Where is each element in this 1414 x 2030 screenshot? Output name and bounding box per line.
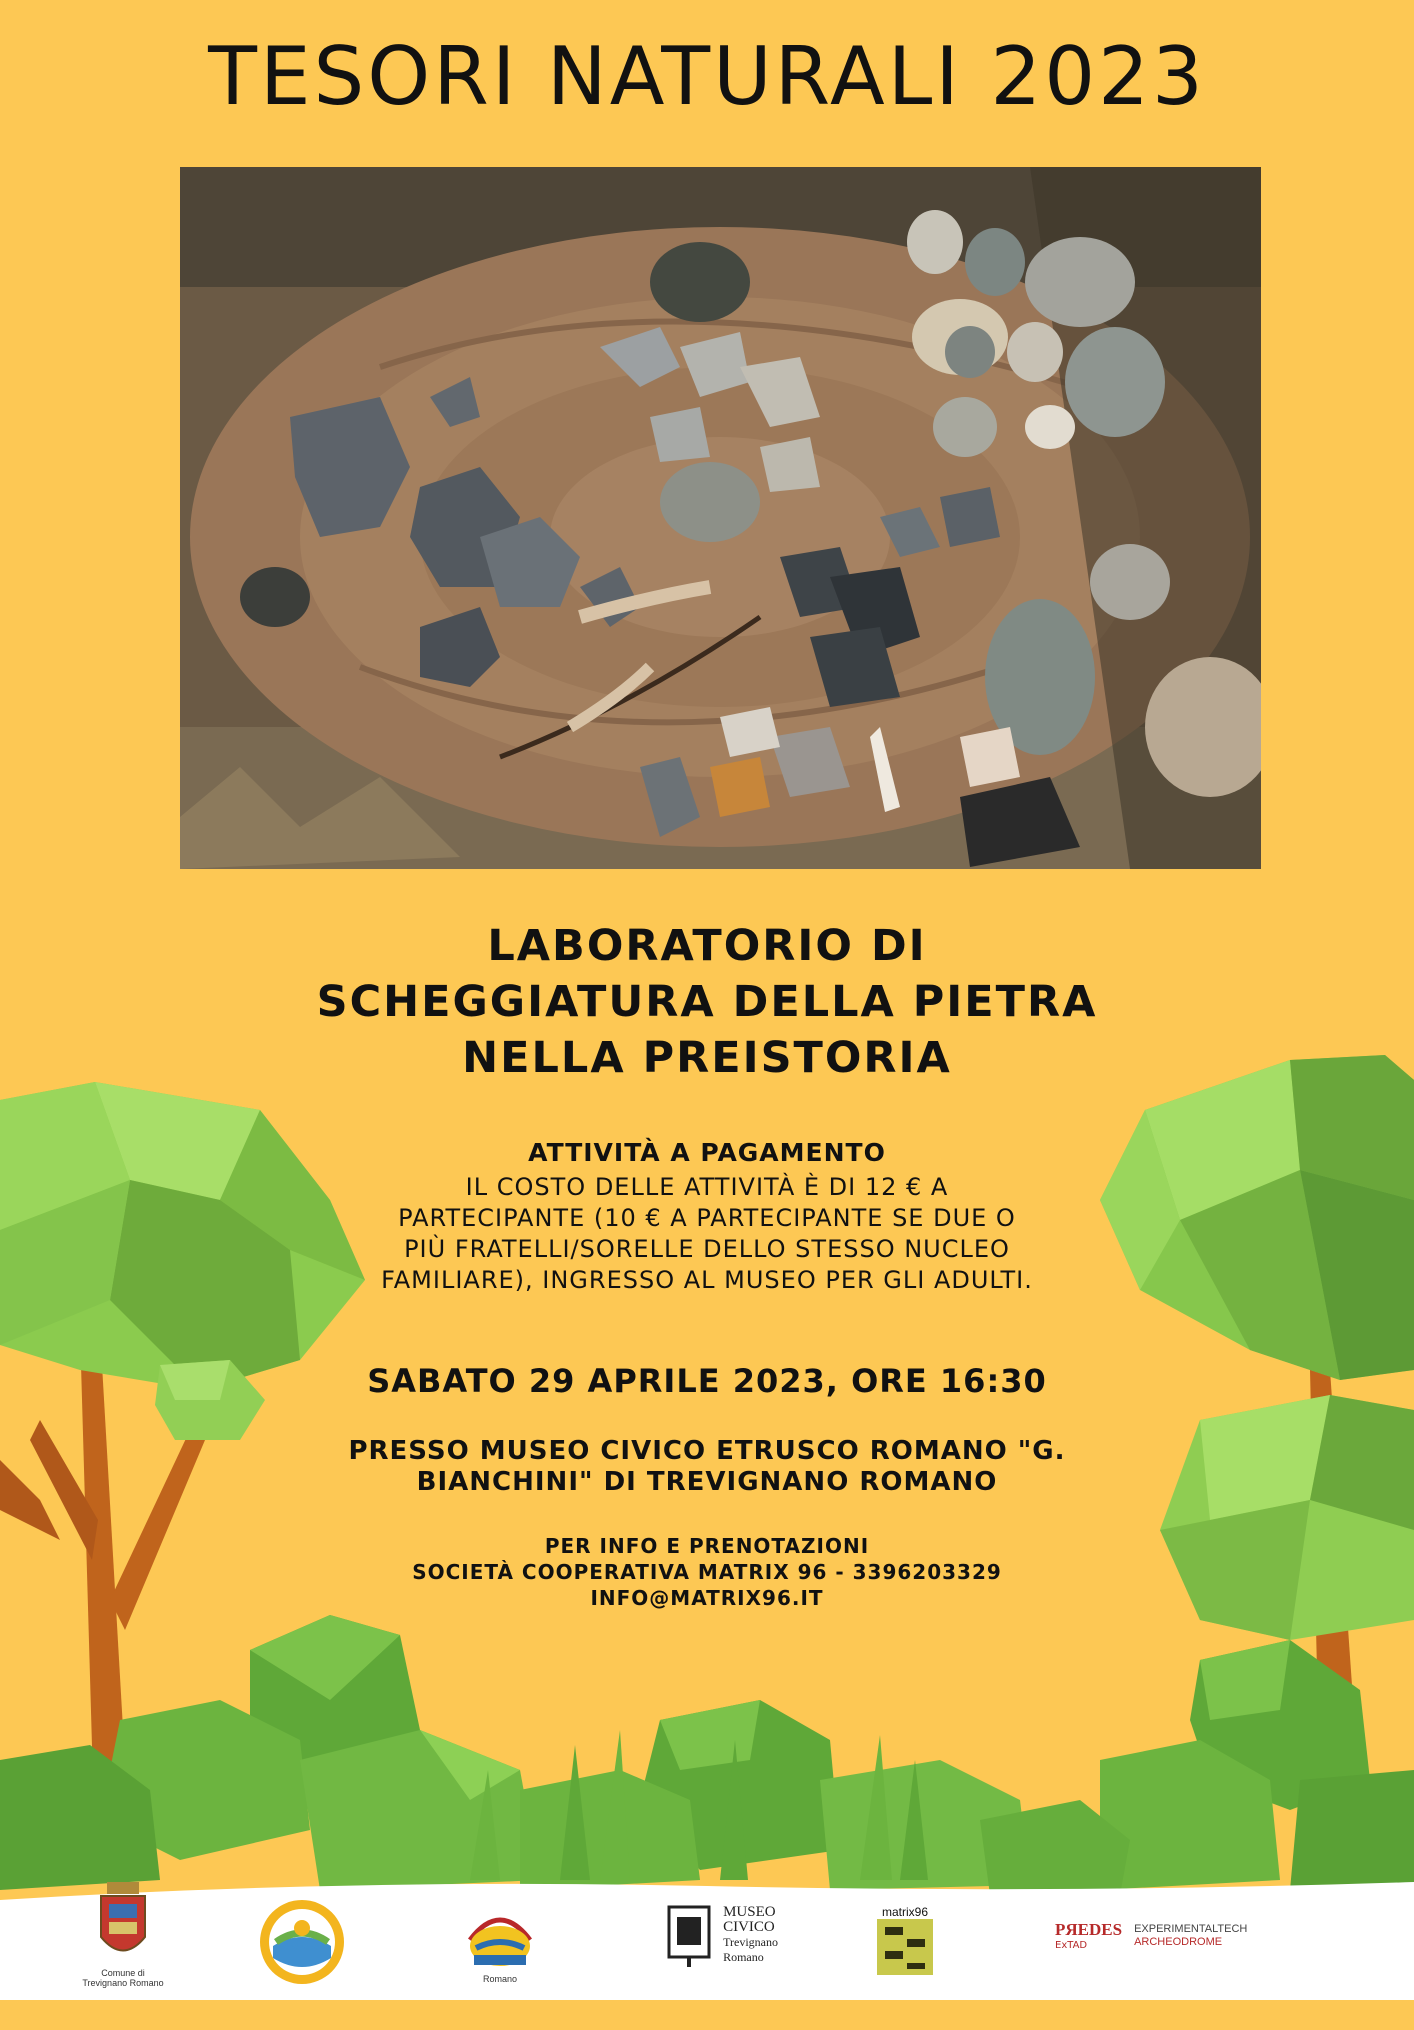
contact-phone: SOCIETÀ COOPERATIVA MATRIX 96 - 3396203329 xyxy=(412,1560,1002,1584)
hero-photo xyxy=(180,167,1261,869)
venue-line-1: PRESSO MUSEO CIVICO ETRUSCO ROMANO "G. xyxy=(348,1436,1066,1466)
museo-line-2: CIVICO xyxy=(723,1919,775,1935)
contact-heading: PER INFO E PRENOTAZIONI xyxy=(544,1534,870,1558)
headline-line-3: NELLA PREISTORIA xyxy=(462,1033,952,1083)
headline-line-1: LABORATORIO DI xyxy=(487,921,927,971)
archeo-line-2: ARCHEODROME xyxy=(1134,1935,1223,1948)
museum-seal-icon xyxy=(667,1905,711,1967)
museo-line-1: MUSEO xyxy=(723,1904,776,1920)
event-date: SABATO 29 APRILE 2023, ORE 16:30 xyxy=(367,1362,1047,1400)
museo-line-3: Trevignano xyxy=(723,1935,778,1949)
fee-line-1: IL COSTO DELLE ATTIVITÀ È DI 12 € A xyxy=(465,1173,949,1201)
comune-caption: Comune di Trevignano Romano xyxy=(82,1968,164,1988)
matrix-logo-icon xyxy=(877,1919,933,1975)
fee-description xyxy=(350,1172,1064,1296)
logo-comune-trevignano xyxy=(78,1882,168,1992)
logo-archeodrome xyxy=(1055,1920,1248,2030)
predes-sub: ExTAD xyxy=(1055,1940,1088,1951)
fee-title: ATTIVITÀ A PAGAMENTO xyxy=(528,1138,886,1167)
fee-line-3: PIÙ FRATELLI/SORELLE DELLO STESSO NUCLEO xyxy=(404,1235,1010,1263)
venue-line-2: BIANCHINI" DI TREVIGNANO ROMANO xyxy=(416,1467,998,1497)
trevignano-caption: Romano xyxy=(482,1974,518,1984)
sun-lake-round-logo xyxy=(258,1898,346,1986)
event-venue xyxy=(330,1436,1084,1498)
logo-matrix96 xyxy=(865,1905,945,2015)
fee-line-2: PARTECIPANTE (10 € A PARTECIPANTE SE DUE O xyxy=(398,1204,1016,1232)
logo-parco xyxy=(252,1898,352,2008)
stones-on-stump-image xyxy=(180,167,1261,869)
contact-email: INFO@MATRIX96.IT xyxy=(590,1586,824,1610)
trevignano-badge-logo xyxy=(460,1900,540,1974)
coat-of-arms-icon xyxy=(95,1882,151,1968)
workshop-headline xyxy=(200,918,1214,1086)
logo-trevignano xyxy=(455,1900,545,2010)
museo-line-4: Romano xyxy=(723,1950,764,1964)
bushes xyxy=(0,1615,1414,1895)
logo-museo-civico xyxy=(658,1905,778,2015)
predes-label: PЯEDES xyxy=(1055,1920,1123,1939)
fee-line-4: FAMILIARE), INGRESSO AL MUSEO PER GLI ADULTI. xyxy=(381,1266,1033,1294)
page-title: TESORI NATURALI 2023 xyxy=(208,30,1206,123)
matrix-label: matrix96 xyxy=(881,1905,928,1919)
archeo-line-1: EXPERIMENTALTECH xyxy=(1134,1922,1248,1935)
contact-info xyxy=(380,1533,1034,1611)
headline-line-2: SCHEGGIATURA DELLA PIETRA xyxy=(316,977,1098,1027)
